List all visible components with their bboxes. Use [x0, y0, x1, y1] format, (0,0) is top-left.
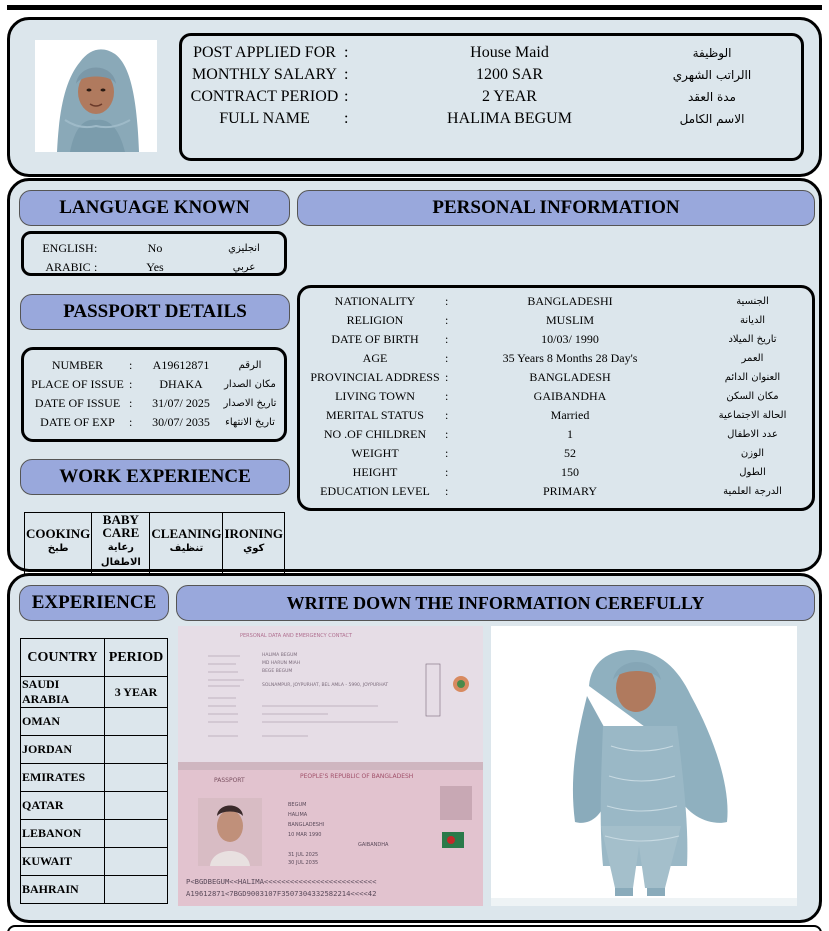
colon: : — [445, 389, 449, 403]
personal-value: PRIMARY — [542, 484, 598, 498]
scan-passport-word: PASSPORT — [214, 777, 245, 784]
job-arabic-label: مدة العقد — [688, 90, 736, 104]
colon: : — [445, 427, 449, 441]
country-header: COUNTRY — [21, 639, 105, 677]
experience-row — [21, 792, 168, 820]
experience-period — [105, 792, 168, 820]
experience-country: SAUDI ARABIA — [21, 677, 105, 708]
personal-arabic-label: الطول — [739, 467, 766, 478]
personal-arabic-label: الديانة — [739, 315, 766, 326]
colon: : — [129, 415, 133, 429]
personal-row — [300, 482, 812, 501]
scan-data-1: BEGUM — [288, 802, 307, 808]
job-row — [182, 86, 801, 108]
scan-data-3: BANGLADESHI — [288, 822, 325, 828]
scan-data-2: HALIMA — [288, 812, 308, 818]
job-label: FULL NAME — [219, 110, 310, 127]
personal-arabic-label: الدرجة العلمية — [723, 486, 782, 497]
personal-arabic-label: العمر — [741, 353, 764, 364]
passport-box — [21, 347, 287, 442]
passport-label: NUMBER — [51, 358, 104, 372]
experience-country: KUWAIT — [21, 848, 105, 876]
personal-label: LIVING TOWN — [335, 389, 415, 403]
colon: : — [344, 44, 349, 61]
passport-row — [24, 413, 284, 432]
personal-value: GAIBANDHA — [533, 389, 607, 403]
personal-value: BANGLADESHI — [527, 294, 613, 308]
personal-value: Married — [550, 408, 590, 422]
passport-arabic-label: تاريخ الاصدار — [223, 398, 277, 409]
headshot-photo — [35, 40, 157, 152]
personal-arabic-label: العنوان الدائم — [724, 372, 781, 383]
language-label: ENGLISH — [42, 241, 94, 255]
personal-row — [300, 330, 812, 349]
colon: : — [344, 66, 349, 83]
experience-period — [105, 736, 168, 764]
period-header: PERIOD — [105, 639, 168, 677]
top-rule — [7, 5, 822, 10]
personal-row — [300, 425, 812, 444]
language-row — [24, 258, 284, 277]
job-info-box — [179, 33, 804, 161]
experience-row — [21, 677, 168, 708]
experience-heading: EXPERIENCE — [19, 585, 169, 621]
personal-value: MUSLIM — [545, 313, 594, 327]
personal-row — [300, 292, 812, 311]
personal-arabic-label: الحالة الاجتماعية — [718, 410, 787, 421]
experience-period — [105, 708, 168, 736]
job-row — [182, 42, 801, 64]
personal-label: PROVINCIAL ADDRESS — [310, 370, 440, 384]
personal-arabic-label: عدد الاطفال — [727, 429, 778, 440]
personal-value: BANGLADESH — [529, 370, 611, 384]
experience-country: JORDAN — [21, 736, 105, 764]
job-value: House Maid — [470, 44, 549, 61]
colon: : — [94, 241, 98, 255]
personal-information-heading: PERSONAL INFORMATION — [297, 190, 815, 226]
details-panel — [7, 178, 822, 572]
personal-arabic-label: تاريخ الميلاد — [728, 334, 777, 345]
language-label: ARABIC — [45, 260, 91, 274]
personal-value: 1 — [567, 427, 573, 441]
job-row — [182, 108, 801, 130]
passport-arabic-label: تاريخ الانتهاء — [225, 417, 275, 428]
personal-label: WEIGHT — [351, 446, 399, 460]
personal-row — [300, 311, 812, 330]
passport-details-heading: PASSPORT DETAILS — [20, 294, 290, 330]
experience-country: LEBANON — [21, 820, 105, 848]
passport-label: PLACE OF ISSUE — [31, 377, 124, 391]
language-value: No — [147, 241, 163, 255]
experience-country: OMAN — [21, 708, 105, 736]
personal-row — [300, 406, 812, 425]
scan-line-2: MD HARUN MIAH — [262, 661, 301, 666]
scan-country-header: PEOPLE'S REPUBLIC OF BANGLADESH — [300, 773, 414, 780]
colon: : — [445, 294, 449, 308]
personal-label: NO .OF CHILDREN — [323, 427, 427, 441]
experience-panel — [7, 573, 822, 923]
colon: : — [129, 377, 133, 391]
language-value: Yes — [146, 260, 164, 274]
notice-heading: WRITE DOWN THE INFORMATION CEREFULLY — [176, 585, 815, 621]
experience-period: 3 YEAR — [105, 677, 168, 708]
personal-value: 52 — [564, 446, 576, 460]
colon: : — [445, 332, 449, 346]
full-body-image — [491, 626, 797, 906]
personal-label: AGE — [362, 351, 388, 365]
colon: : — [445, 446, 449, 460]
personal-row — [300, 368, 812, 387]
passport-row — [24, 356, 284, 375]
bottom-panel-edge — [7, 925, 822, 931]
colon: : — [445, 484, 449, 498]
personal-value: 150 — [561, 465, 579, 479]
colon: : — [445, 408, 449, 422]
passport-row — [24, 375, 284, 394]
language-row — [24, 239, 284, 258]
job-row — [182, 64, 801, 86]
experience-period — [105, 848, 168, 876]
experience-row — [21, 764, 168, 792]
experience-row — [21, 848, 168, 876]
passport-value: DHAKA — [159, 377, 203, 391]
personal-label: NATIONALITY — [334, 294, 416, 308]
scan-data-7: 30 JUL 2035 — [288, 860, 319, 866]
language-box — [21, 231, 287, 276]
colon: : — [445, 313, 449, 327]
experience-row — [21, 736, 168, 764]
experience-country: QATAR — [21, 792, 105, 820]
experience-header-row — [21, 639, 168, 677]
passport-arabic-label: الرقم — [238, 360, 262, 371]
passport-value: A19612871 — [152, 358, 210, 372]
experience-row — [21, 876, 168, 904]
job-value: 2 YEAR — [482, 88, 537, 105]
personal-row — [300, 387, 812, 406]
job-arabic-label: الوظيفة — [692, 46, 732, 60]
personal-arabic-label: مكان السكن — [726, 391, 779, 402]
colon: : — [129, 396, 133, 410]
work-experience-heading: WORK EXPERIENCE — [20, 459, 290, 495]
passport-label: DATE OF EXP — [40, 415, 115, 429]
personal-label: EDUCATION LEVEL — [320, 484, 430, 498]
experience-table — [20, 638, 168, 904]
experience-country: EMIRATES — [21, 764, 105, 792]
job-label: MONTHLY SALARY — [192, 66, 337, 83]
personal-row — [300, 444, 812, 463]
scan-data-6: 31 JUL 2025 — [288, 852, 319, 858]
work-col-ironing: IRONING كوي — [223, 513, 285, 570]
passport-label: DATE OF ISSUE — [34, 396, 121, 410]
scan-line-4: SOLNAMPUR, JOYPURHAT, BEL AMLA - 5990, JOYPURHAT — [262, 683, 389, 688]
language-arabic-label: انجليزي — [228, 243, 260, 254]
personal-label: DATE OF BIRTH — [331, 332, 419, 346]
personal-value: 10/03/ 1990 — [541, 332, 599, 346]
scan-line-3: BEGE BEGUM — [262, 669, 293, 674]
colon: : — [445, 465, 449, 479]
full-body-photo — [491, 626, 797, 906]
passport-scan-image — [178, 626, 483, 906]
header-panel — [7, 17, 822, 177]
personal-info-box — [297, 285, 815, 511]
personal-row — [300, 463, 812, 482]
work-col-baby-care: BABY CARE رعاية الاطفال — [92, 513, 150, 570]
colon: : — [129, 358, 133, 372]
scan-data-4: 10 MAR 1990 — [288, 832, 322, 838]
personal-row — [300, 349, 812, 368]
colon: : — [445, 370, 449, 384]
colon: : — [344, 88, 349, 105]
job-label: POST APPLIED FOR — [193, 44, 336, 61]
personal-label: MERITAL STATUS — [326, 408, 424, 422]
experience-row — [21, 820, 168, 848]
experience-period — [105, 876, 168, 904]
passport-row — [24, 394, 284, 413]
headshot-image — [35, 40, 157, 152]
job-arabic-label: االراتب الشهري — [672, 68, 752, 82]
passport-arabic-label: مكان الصدار — [224, 379, 276, 390]
personal-label: RELIGION — [346, 313, 404, 327]
scan-data-5: GAIBANDHA — [358, 842, 389, 848]
job-label: CONTRACT PERIOD — [190, 88, 339, 105]
experience-country: BAHRAIN — [21, 876, 105, 904]
passport-value: 31/07/ 2025 — [152, 396, 210, 410]
colon: : — [344, 110, 349, 127]
colon: : — [445, 351, 449, 365]
scan-page-heading: PERSONAL DATA AND EMERGENCY CONTACT — [240, 633, 353, 639]
experience-period — [105, 764, 168, 792]
scan-mrz-2: A19612871<7BGD9003107F3507304332582214<<<<42 — [186, 889, 377, 898]
language-arabic-label: عربي — [232, 262, 256, 273]
scan-mrz-1: P<BGDBEGUM<<HALIMA<<<<<<<<<<<<<<<<<<<<<<<<<< — [186, 877, 377, 886]
experience-period — [105, 820, 168, 848]
experience-row — [21, 708, 168, 736]
passport-value: 30/07/ 2035 — [152, 415, 210, 429]
personal-value: 35 Years 8 Months 28 Day's — [502, 351, 638, 365]
language-known-heading: LANGUAGE KNOWN — [19, 190, 290, 226]
work-col-cleaning: CLEANING تنظيف — [150, 513, 223, 570]
work-header-row — [25, 513, 285, 570]
personal-arabic-label: الجنسية — [736, 296, 769, 307]
scan-line-1: HALIMA BEGUM — [262, 653, 298, 658]
personal-label: HEIGHT — [352, 465, 398, 479]
colon: : — [94, 260, 98, 274]
job-arabic-label: الاسم الكامل — [679, 112, 745, 126]
job-value: 1200 SAR — [475, 66, 544, 83]
passport-scan-drawing — [178, 626, 483, 906]
personal-arabic-label: الوزن — [740, 448, 765, 459]
work-col-cooking: COOKING طبخ — [25, 513, 92, 570]
job-value: HALIMA BEGUM — [447, 110, 572, 127]
